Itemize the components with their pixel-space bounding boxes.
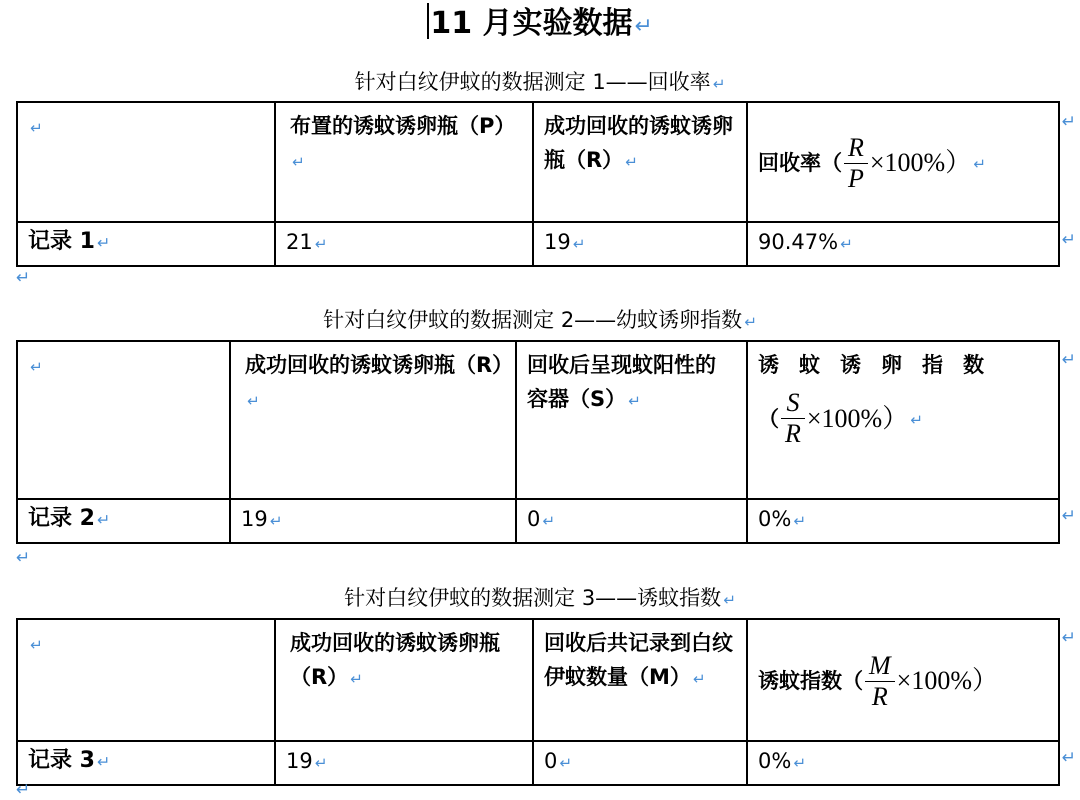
paragraph-mark-icon: ↵ [1061,112,1076,132]
formula-fraction: $\frac{M}{R}$ [865,651,895,712]
paragraph-mark-icon: ↵ [559,754,573,772]
paragraph-mark-icon: ↵ [973,155,986,173]
recovery-rate-table [16,101,1060,267]
paragraph-mark-icon: ↵ [30,636,43,654]
header-cell-empty [17,619,275,741]
formula-fraction: $\frac{R}{P}$ [844,133,868,194]
header-cell-empty [17,341,230,499]
table-2-caption: 针对白纹伊蚊的数据测定 2——幼蚊诱卵指数 ↵ [323,308,757,332]
paragraph-mark-icon: ↵ [572,235,586,253]
paragraph-mark-icon: ↵ [1061,506,1076,526]
table-row [17,222,1059,266]
table-3-caption: 针对白纹伊蚊的数据测定 3——诱蚊指数 ↵ [344,586,736,610]
paragraph-mark-icon: ↵ [30,119,43,137]
table-row [17,499,1059,543]
paragraph-mark-icon: ↵ [96,752,111,771]
header-cell-oviposition-index: 诱蚊诱卵指数 （ $\frac{S}{R}$ ×100%） ↵ [747,341,1059,499]
row-label: 记录 1 ↵ [17,222,275,266]
header-cell-recovery-rate: 回收率（ $\frac{R}{P}$ ×100%） ↵ [747,102,1059,222]
header-cell-recovered-bottles: 成功回收的诱蚊诱卵瓶（R） ↵ [533,102,747,222]
paragraph-mark-icon: ↵ [712,75,726,93]
cell-recovered-count: 19 ↵ [230,499,516,543]
cell-oviposition-index: 0% ↵ [747,499,1059,543]
paragraph-mark-icon: ↵ [723,591,736,609]
header-cell-mosquito-count: 回收后共记录到白纹伊蚊数量（M） ↵ [533,619,747,741]
paragraph-mark-icon: ↵ [1061,748,1076,768]
paragraph-mark-icon: ↵ [292,153,305,171]
cell-recovery-rate: 90.47% ↵ [747,222,1059,266]
attraction-index-table [16,618,1060,786]
table-header-row [17,341,1059,499]
header-cell-positive-containers: 回收后呈现蚊阳性的容器（S） ↵ [516,341,747,499]
paragraph-mark-icon: ↵ [793,512,806,530]
paragraph-mark-icon: ↵ [628,392,641,410]
paragraph-mark-icon: ↵ [793,754,806,772]
paragraph-mark-icon: ↵ [634,14,653,39]
paragraph-mark-icon: ↵ [16,780,31,800]
paragraph-mark-icon: ↵ [350,670,363,688]
paragraph-mark-icon: ↵ [96,510,111,529]
formula-fraction: $\frac{S}{R}$ [781,388,805,449]
paragraph-mark-icon: ↵ [16,268,31,288]
paragraph-mark-icon: ↵ [1061,230,1076,250]
paragraph-mark-icon: ↵ [96,233,111,252]
paragraph-mark-icon: ↵ [910,410,923,429]
cell-recovered-count: 19 ↵ [533,222,747,266]
paragraph-mark-icon: ↵ [1061,628,1076,648]
cell-recovered-count: 19 ↵ [275,741,533,785]
header-cell-empty [17,102,275,222]
cell-positive-count: 0 ↵ [516,499,747,543]
cell-placed-count: 21 ↵ [275,222,533,266]
cell-mosquito-count: 0 ↵ [533,741,747,785]
oviposition-index-table [16,340,1060,544]
paragraph-mark-icon: ↵ [314,235,328,253]
paragraph-mark-icon: ↵ [542,512,556,530]
paragraph-mark-icon: ↵ [269,512,283,530]
table-1-caption: 针对白纹伊蚊的数据测定 1——回收率 ↵ [354,70,726,94]
page-title: 11 月实验数据↵ [0,2,1080,49]
paragraph-mark-icon: ↵ [744,313,757,331]
table-header-row [17,102,1059,222]
header-cell-placed-bottles: 布置的诱蚊诱卵瓶（P）↵ [275,102,533,222]
paragraph-mark-icon: ↵ [840,235,853,253]
header-cell-recovered-bottles: 成功回收的诱蚊诱卵瓶（R）↵ [230,341,516,499]
paragraph-mark-icon: ↵ [625,153,638,171]
paragraph-mark-icon: ↵ [314,754,328,772]
header-cell-recovered-bottles: 成功回收的诱蚊诱卵瓶（R） ↵ [275,619,533,741]
paragraph-mark-icon: ↵ [16,548,31,568]
paragraph-mark-icon: ↵ [1061,350,1076,370]
table-row [17,741,1059,785]
paragraph-mark-icon: ↵ [30,358,43,376]
header-cell-attraction-index: 诱蚊指数（ $\frac{M}{R}$ ×100%） [747,619,1059,741]
paragraph-mark-icon: ↵ [247,392,260,410]
row-label: 记录 2 ↵ [17,499,230,543]
table-header-row [17,619,1059,741]
cell-attraction-index: 0% ↵ [747,741,1059,785]
row-label: 记录 3 ↵ [17,741,275,785]
paragraph-mark-icon: ↵ [692,670,706,688]
